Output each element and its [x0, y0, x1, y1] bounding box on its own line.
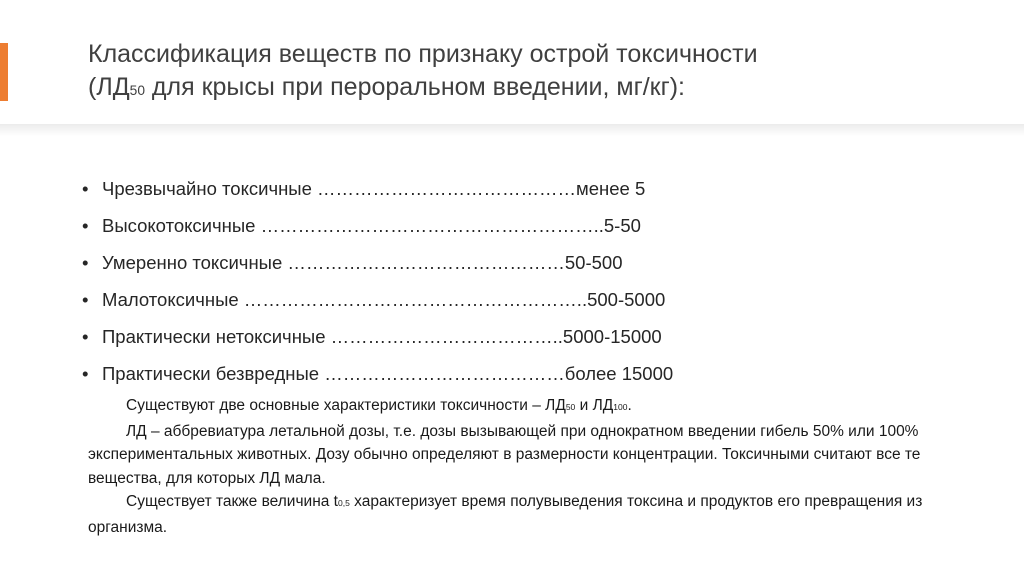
note-1-text-b: и ЛД: [575, 397, 614, 414]
note-3-text-b: характеризует время полувыведения токсина и продуктов его превращения из организма.: [88, 493, 923, 536]
bullet-icon: •: [82, 215, 89, 236]
title-subscript: 50: [129, 83, 145, 98]
title-line-2-suffix: для крысы при пероральном введении, мг/кг):: [144, 73, 685, 101]
list-item-text: Умеренно токсичные ………………………………………50-500: [102, 252, 623, 273]
note-1-subscript-50: 50: [565, 402, 576, 412]
accent-bar: [0, 43, 8, 101]
note-1-subscript-100: 100: [613, 402, 628, 412]
list-item-text: Высокотоксичные ………………………………………………..5-50: [102, 215, 641, 236]
note-paragraph-2: ЛД – аббревиатура летальной дозы, т.е. дозы вызывающей при однократном введении гибель 50% или 100% экспериментальных животных. Дозу обычно определяют в размерности концентрации. Токсичными считают все те вещества, для которых ЛД мала.: [88, 422, 921, 487]
slide-title: [88, 38, 988, 107]
list-item: [82, 355, 673, 392]
title-line-2-prefix: (ЛД: [88, 73, 130, 101]
title-line-2: [88, 73, 685, 101]
note-1-text-c: .: [627, 397, 632, 414]
bullet-icon: •: [82, 289, 89, 310]
list-item-text: Малотоксичные ………………………………………………..500-5000: [102, 289, 666, 310]
bullet-icon: •: [82, 178, 89, 199]
bullet-icon: •: [82, 252, 89, 273]
bullet-icon: •: [82, 363, 89, 384]
note-3-subscript: 0,5: [338, 498, 350, 508]
note-paragraph-1: [88, 394, 968, 420]
list-item: [82, 170, 673, 207]
list-item-text: Чрезвычайно токсичные ……………………………………менее 5: [102, 178, 646, 199]
toxicity-classification-list: [82, 170, 673, 392]
list-item: [82, 281, 673, 318]
note-3-text-a: Существует также величина t: [126, 493, 338, 510]
title-divider: [0, 124, 1024, 139]
list-item-text: Практически нетоксичные ………………………………..5000-15000: [102, 326, 662, 347]
explanatory-notes: [88, 394, 968, 539]
list-item: [82, 244, 673, 281]
note-paragraph-3: [88, 490, 968, 539]
title-line-1: Классификация веществ по признаку острой токсичности: [88, 40, 758, 68]
list-item: [82, 318, 673, 355]
note-1-text-a: Существуют две основные характеристики токсичности – ЛД: [126, 397, 566, 414]
list-item: [82, 207, 673, 244]
bullet-icon: •: [82, 326, 89, 347]
list-item-text: Практически безвредные …………………………………более 15000: [102, 363, 674, 384]
